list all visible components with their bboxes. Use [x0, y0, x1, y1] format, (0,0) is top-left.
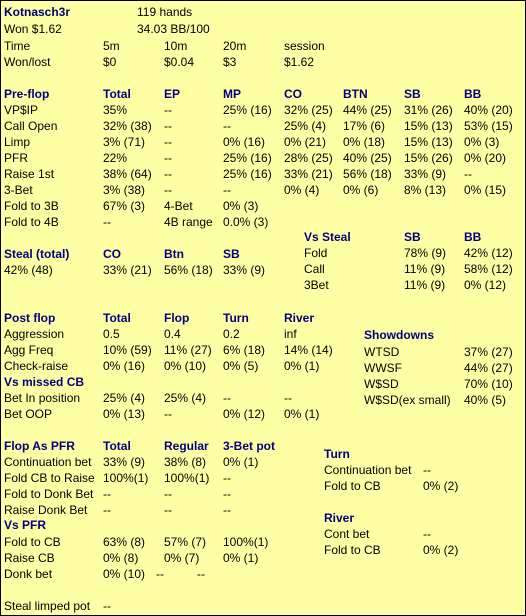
- postflop-col-river: River: [284, 311, 315, 325]
- showdown-row-label: W$SD: [364, 377, 399, 391]
- preflop-cell: --: [223, 119, 231, 133]
- vs-missed-cb-cell: 25% (4): [103, 391, 146, 405]
- postflop-cell: 0% (1): [284, 359, 320, 373]
- vs-steal-cell: 78% (9): [404, 246, 447, 260]
- postflop-cell: 0% (10): [164, 359, 207, 373]
- showdown-row-label: WTSD: [364, 345, 400, 359]
- flop-pfr-col-regular: Regular: [164, 439, 209, 453]
- vs-missed-cb-cell: 0% (12): [223, 407, 266, 421]
- preflop-col-btn: BTN: [343, 87, 368, 101]
- fold-to-3b-label: Fold to 3B: [4, 199, 59, 213]
- preflop-cell: 0% (21): [284, 135, 327, 149]
- preflop-cell: 22%: [103, 151, 128, 165]
- wonlost-20m: $3: [223, 55, 237, 69]
- preflop-cell: 56% (18): [343, 167, 392, 181]
- flop-pfr-cell: --: [223, 487, 231, 501]
- preflop-cell: --: [164, 183, 172, 197]
- flop-pfr-row-label: Raise Donk Bet: [4, 503, 88, 517]
- river-row-label: Cont bet: [324, 527, 370, 541]
- vs-steal-row-label: 3Bet: [304, 278, 329, 292]
- time-label: Time: [4, 39, 31, 53]
- vs-steal-col-sb: SB: [404, 230, 421, 244]
- preflop-cell: --: [164, 167, 172, 181]
- steal-col-co: CO: [103, 247, 121, 261]
- flop-pfr-cell: --: [223, 503, 231, 517]
- postflop-cell: 10% (59): [103, 343, 152, 357]
- flop-pfr-col-total: Total: [103, 439, 131, 453]
- preflop-cell: 17% (6): [343, 119, 386, 133]
- turn-row-label: Fold to CB: [324, 479, 381, 493]
- river-value: --: [423, 527, 431, 541]
- preflop-cell: 0% (6): [343, 183, 379, 197]
- preflop-col-mp: MP: [223, 87, 241, 101]
- flop-pfr-cell: 38% (8): [164, 455, 207, 469]
- preflop-cell: 0% (18): [343, 135, 386, 149]
- vs-steal-cell: 42% (12): [464, 246, 513, 260]
- fold-to-4b-label: Fold to 4B: [4, 215, 59, 229]
- vs-pfr-title: Vs PFR: [4, 518, 47, 532]
- preflop-cell: 38% (64): [103, 167, 152, 181]
- preflop-cell: 15% (13): [404, 135, 453, 149]
- won-amount: Won $1.62: [4, 22, 62, 36]
- preflop-cell: 35%: [103, 103, 128, 117]
- flop-pfr-row-label: Fold to Donk Bet: [4, 487, 94, 501]
- flop-pfr-cell: --: [164, 503, 172, 517]
- preflop-col-total: Total: [103, 87, 131, 101]
- postflop-cell: 0.5: [103, 327, 120, 341]
- flop-pfr-col-3bet: 3-Bet pot: [223, 439, 275, 453]
- fold-to-4b-value: --: [103, 215, 111, 229]
- flop-pfr-cell: 100%(1): [103, 471, 149, 485]
- postflop-row-label: Check-raise: [4, 359, 69, 373]
- vs-missed-cb-cell: --: [223, 391, 231, 405]
- wonlost-10m: $0.04: [164, 55, 195, 69]
- vs-steal-cell: 11% (9): [404, 278, 446, 292]
- vs-missed-cb-row-label: Bet OOP: [4, 407, 53, 421]
- steal-co: 33% (21): [103, 263, 152, 277]
- steal-total: 42% (48): [4, 263, 53, 277]
- four-bet-range-value: 0.0% (3): [223, 215, 269, 229]
- four-bet-value: 0% (3): [223, 199, 259, 213]
- preflop-cell: 44% (25): [343, 103, 392, 117]
- vs-pfr-row-label: Donk bet: [4, 567, 53, 581]
- turn-title: Turn: [324, 447, 350, 461]
- vs-missed-cb-cell: --: [164, 407, 172, 421]
- river-row-label: Fold to CB: [324, 543, 381, 557]
- flop-pfr-cell: 33% (9): [103, 455, 146, 469]
- vs-missed-cb-cell: 0% (1): [284, 407, 320, 421]
- steal-limped-pot-value: --: [103, 599, 111, 613]
- time-col-session: session: [284, 39, 325, 53]
- preflop-cell: 33% (9): [404, 167, 447, 181]
- flop-pfr-title: Flop As PFR: [4, 439, 75, 453]
- vs-pfr-cell: --: [156, 567, 164, 581]
- steal-col-btn: Btn: [164, 247, 184, 261]
- time-col-10m: 10m: [164, 39, 188, 53]
- vs-pfr-cell: 63% (8): [103, 535, 146, 549]
- preflop-row-label: VP$IP: [4, 103, 39, 117]
- vs-pfr-row-label: Fold to CB: [4, 535, 61, 549]
- preflop-row-label: Limp: [4, 135, 31, 149]
- turn-value: 0% (2): [423, 479, 459, 493]
- vs-steal-title: Vs Steal: [304, 230, 351, 244]
- vs-steal-cell: 11% (9): [404, 262, 446, 276]
- vs-missed-cb-row-label: Bet In position: [4, 391, 81, 405]
- preflop-col-co: CO: [284, 87, 302, 101]
- preflop-cell: 3% (38): [103, 183, 146, 197]
- preflop-cell: 25% (4): [284, 119, 327, 133]
- vs-pfr-cell: 57% (7): [164, 535, 207, 549]
- river-title: River: [324, 511, 355, 525]
- vs-pfr-cell: 100%(1): [223, 535, 269, 549]
- preflop-cell: 32% (38): [103, 119, 152, 133]
- vs-steal-col-bb: BB: [464, 230, 482, 244]
- preflop-cell: --: [464, 167, 472, 181]
- preflop-col-ep: EP: [164, 87, 181, 101]
- postflop-cell: 11% (27): [164, 343, 212, 357]
- preflop-row-label: Raise 1st: [4, 167, 55, 181]
- postflop-cell: 0% (5): [223, 359, 259, 373]
- preflop-title: Pre-flop: [4, 87, 50, 101]
- postflop-col-total: Total: [103, 311, 131, 325]
- flop-pfr-cell: --: [223, 471, 231, 485]
- preflop-cell: 31% (26): [404, 103, 453, 117]
- steal-title: Steal (total): [4, 247, 70, 261]
- showdown-row-label: W$SD(ex small): [364, 393, 451, 407]
- flop-pfr-cell: 0% (1): [223, 455, 259, 469]
- preflop-row-label: Call Open: [4, 119, 58, 133]
- flop-pfr-row-label: Continuation bet: [4, 455, 92, 469]
- showdown-row-label: WWSF: [364, 361, 402, 375]
- postflop-row-label: Agg Freq: [4, 343, 54, 357]
- wonlost-session: $1.62: [284, 55, 315, 69]
- preflop-cell: 0% (4): [284, 183, 320, 197]
- steal-limped-pot-label: Steal limped pot: [4, 599, 91, 613]
- postflop-row-label: Aggression: [4, 327, 65, 341]
- postflop-col-flop: Flop: [164, 311, 190, 325]
- fold-to-3b-value: 67% (3): [103, 199, 146, 213]
- vs-pfr-cell: 0% (8): [103, 551, 139, 565]
- preflop-cell: --: [223, 183, 231, 197]
- vs-pfr-cell: 0% (7): [164, 551, 200, 565]
- vs-steal-row-label: Fold: [304, 246, 328, 260]
- vs-missed-cb-cell: 0% (13): [103, 407, 146, 421]
- preflop-cell: 15% (26): [404, 151, 453, 165]
- vs-missed-cb-cell: --: [284, 391, 292, 405]
- time-col-5m: 5m: [103, 39, 120, 53]
- preflop-cell: --: [164, 103, 172, 117]
- preflop-cell: 0% (20): [464, 151, 507, 165]
- preflop-cell: 33% (21): [284, 167, 333, 181]
- showdown-value: 70% (10): [464, 377, 513, 391]
- preflop-col-bb: BB: [464, 87, 482, 101]
- vs-pfr-row-label: Raise CB: [4, 551, 55, 565]
- player-name: Kotnasch3r: [4, 5, 71, 19]
- vs-missed-cb-title: Vs missed CB: [4, 375, 85, 389]
- preflop-row-label: PFR: [4, 151, 28, 165]
- four-bet-label: 4-Bet: [164, 199, 193, 213]
- flop-pfr-cell: 100%(1): [164, 471, 210, 485]
- flop-pfr-cell: --: [103, 503, 111, 517]
- preflop-cell: 32% (25): [284, 103, 333, 117]
- vs-pfr-cell: 0% (1): [223, 551, 259, 565]
- preflop-cell: 25% (16): [223, 167, 272, 181]
- steal-col-sb: SB: [223, 247, 240, 261]
- flop-pfr-cell: --: [103, 487, 111, 501]
- vs-pfr-cell: 0% (10): [103, 567, 146, 581]
- wonlost-5m: $0: [103, 55, 117, 69]
- hands-count: 119 hands: [137, 5, 193, 19]
- preflop-row-label: 3-Bet: [4, 183, 33, 197]
- preflop-cell: --: [164, 151, 172, 165]
- flop-pfr-cell: --: [164, 487, 172, 501]
- postflop-col-turn: Turn: [223, 311, 249, 325]
- preflop-cell: 28% (25): [284, 151, 333, 165]
- preflop-cell: 40% (20): [464, 103, 513, 117]
- postflop-cell: 0.2: [223, 327, 240, 341]
- vs-steal-cell: 0% (12): [464, 278, 507, 292]
- steal-sb: 33% (9): [223, 263, 266, 277]
- showdowns-title: Showdowns: [364, 328, 434, 342]
- preflop-cell: --: [164, 119, 172, 133]
- postflop-cell: inf: [284, 327, 297, 341]
- postflop-cell: 6% (18): [223, 343, 266, 357]
- turn-value: --: [423, 463, 431, 477]
- preflop-cell: 0% (16): [223, 135, 266, 149]
- vs-missed-cb-cell: 25% (4): [164, 391, 207, 405]
- preflop-cell: 3% (71): [103, 135, 146, 149]
- preflop-cell: 53% (15): [464, 119, 513, 133]
- postflop-cell: 0.4: [164, 327, 181, 341]
- preflop-cell: 25% (16): [223, 151, 272, 165]
- preflop-cell: 40% (25): [343, 151, 392, 165]
- preflop-col-sb: SB: [404, 87, 421, 101]
- four-bet-range-label: 4B range: [164, 215, 213, 229]
- bb-per-100: 34.03 BB/100: [137, 22, 210, 36]
- postflop-cell: 14% (14): [284, 343, 333, 357]
- preflop-cell: --: [164, 135, 172, 149]
- time-col-20m: 20m: [223, 39, 247, 53]
- preflop-cell: 0% (3): [464, 135, 500, 149]
- steal-btn: 56% (18): [164, 263, 213, 277]
- preflop-cell: 8% (13): [404, 183, 447, 197]
- wonlost-label: Won/lost: [4, 55, 51, 69]
- preflop-cell: 15% (13): [404, 119, 453, 133]
- turn-row-label: Continuation bet: [324, 463, 412, 477]
- postflop-cell: 0% (16): [103, 359, 146, 373]
- vs-steal-row-label: Call: [304, 262, 325, 276]
- flop-pfr-row-label: Fold CB to Raise: [4, 471, 95, 485]
- vs-pfr-cell: --: [197, 567, 205, 581]
- preflop-cell: 0% (15): [464, 183, 507, 197]
- postflop-title: Post flop: [4, 311, 56, 325]
- showdown-value: 40% (5): [464, 393, 507, 407]
- showdown-value: 37% (27): [464, 345, 513, 359]
- vs-steal-cell: 58% (12): [464, 262, 513, 276]
- preflop-cell: 25% (16): [223, 103, 272, 117]
- showdown-value: 44% (27): [464, 361, 513, 375]
- river-value: 0% (2): [423, 543, 459, 557]
